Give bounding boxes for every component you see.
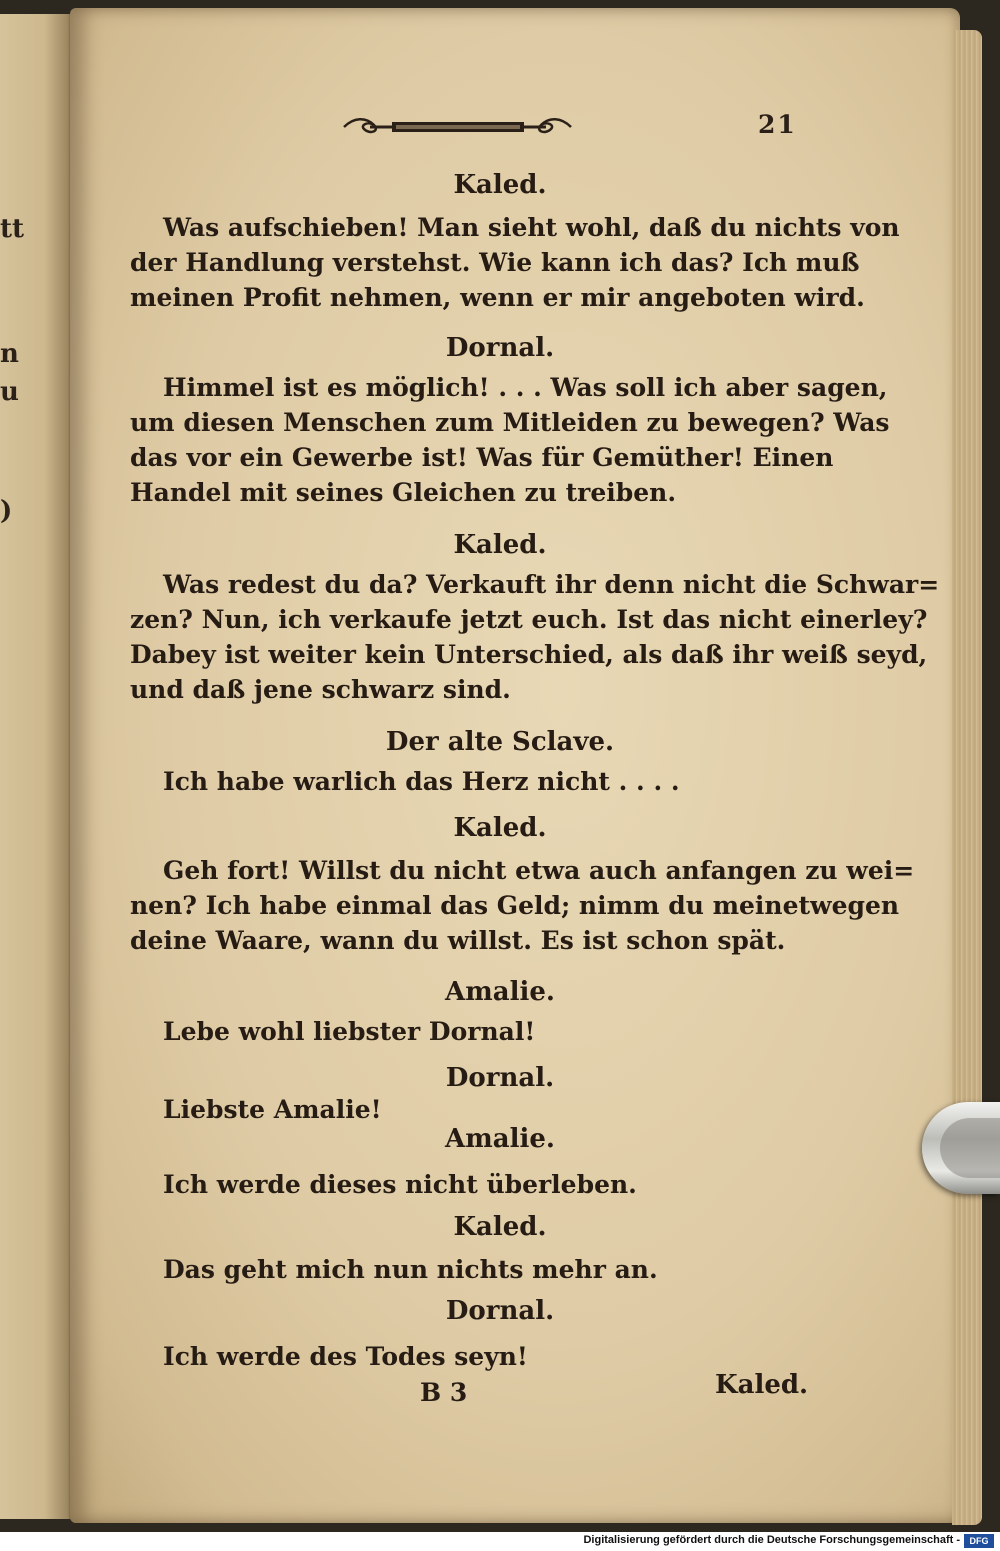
margin-fragment: tt: [0, 214, 25, 244]
header-ornament: [340, 113, 575, 139]
catchword: Kaled.: [715, 1370, 809, 1400]
funding-credit: Digitalisierung gefördert durch die Deutsche Forschungsgemeinschaft -: [583, 1534, 960, 1546]
speaker-heading: Amalie.: [445, 1124, 555, 1154]
speaker-heading: Kaled.: [453, 530, 547, 560]
dfg-logo: DFG: [964, 1534, 994, 1548]
speaker-heading: Dornal.: [445, 1063, 555, 1093]
text-line: Handel mit seines Gleichen zu treiben.: [130, 478, 677, 507]
text-line: Ich habe warlich das Herz nicht . . . .: [163, 767, 680, 796]
text-line: nen? Ich habe einmal das Geld; nimm du meinetwegen: [130, 891, 900, 920]
text-line: Dabey ist weiter kein Unterschied, als daß ihr weiß seyd,: [130, 640, 928, 669]
text-line: deine Waare, wann du willst. Es ist schon spät.: [130, 926, 786, 955]
footer-bar: [0, 1532, 1000, 1551]
speaker-heading: Der alte Sclave.: [385, 727, 615, 757]
text-line: Himmel ist es möglich! . . . Was soll ich aber sagen,: [163, 373, 888, 402]
text-line: meinen Profit nehmen, wenn er mir angeboten wird.: [130, 283, 865, 312]
speaker-heading: Amalie.: [445, 977, 555, 1007]
text-line: Was aufschieben! Man sieht wohl, daß du nichts von: [163, 213, 900, 242]
speaker-heading: Kaled.: [453, 170, 547, 200]
margin-fragment: ): [0, 496, 13, 526]
signature-mark: B 3: [420, 1378, 468, 1407]
speaker-heading: Dornal.: [445, 333, 555, 363]
page-number: 21: [758, 110, 797, 139]
text-line: Ich werde dieses nicht überleben.: [163, 1170, 637, 1199]
margin-fragment: u: [0, 377, 19, 407]
text-line: um diesen Menschen zum Mitleiden zu bewegen? Was: [130, 408, 890, 437]
text-line: Lebe wohl liebster Dornal!: [163, 1017, 536, 1046]
text-line: der Handlung verstehst. Wie kann ich das? Ich muß: [130, 248, 860, 277]
text-line: Was redest du da? Verkauft ihr denn nicht die Schwar=: [163, 570, 940, 599]
text-line: Das geht mich nun nichts mehr an.: [163, 1255, 658, 1284]
speaker-heading: Kaled.: [453, 813, 547, 843]
text-line: und daß jene schwarz sind.: [130, 675, 511, 704]
speaker-heading: Dornal.: [445, 1296, 555, 1326]
text-line: das vor ein Gewerbe ist! Was für Gemüther! Einen: [130, 443, 834, 472]
previous-page-edge: [0, 14, 74, 1519]
text-line: Liebste Amalie!: [163, 1095, 382, 1124]
text-line: Ich werde des Todes seyn!: [163, 1342, 528, 1371]
speaker-heading: Kaled.: [453, 1212, 547, 1242]
margin-fragment: n: [0, 339, 19, 369]
text-line: Geh fort! Willst du nicht etwa auch anfangen zu wei=: [163, 856, 915, 885]
text-line: zen? Nun, ich verkaufe jetzt euch. Ist das nicht einerley?: [130, 605, 928, 634]
